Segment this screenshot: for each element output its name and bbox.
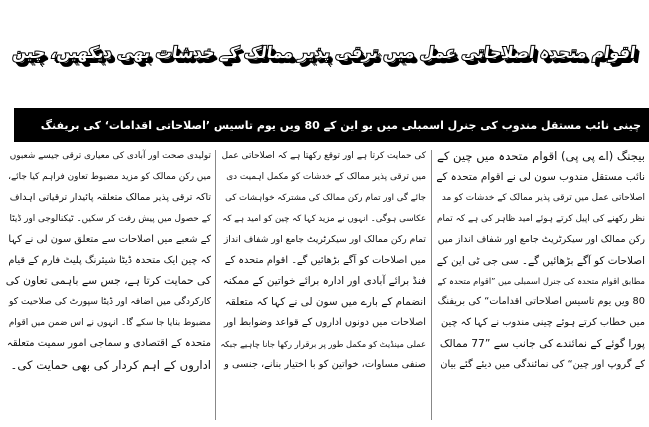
- article-line: عملی مینڈیٹ کو مکمل طور پر برقرار رکھا جانا چاہیے جبکہ: [220, 339, 426, 350]
- article-line: میں خطاب کرتے ہوئے چینی مندوب نے کہا کہ چین: [441, 317, 645, 329]
- article-line: میں اصلاحات کو آگے بڑھائیں گے۔ اقوام متحدہ کے: [224, 254, 426, 266]
- article-line: مضبوط بنایا جا سکے گا۔ انہوں نے اس ضمن میں اقوام: [8, 318, 211, 329]
- article-line: تاکہ ترقی پذیر ممالک متعلقہ پائیدار ترقیاتی اہداف: [9, 191, 211, 203]
- article-line: بیجنگ (اے پی پی) اقوام متحدہ میں چین کے: [437, 149, 645, 163]
- article-line: اصلاحات میں دونوں اداروں کے قواعد وضوابط اور: [223, 317, 426, 329]
- article-line: متحدہ کے اقتصادی و سماجی امور سمیت متعلقہ: [6, 338, 211, 350]
- article-line: کے حصول میں پیش رفت کر سکیں۔ ٹیکنالوجی اور ڈیٹا: [9, 213, 211, 224]
- article-line: مطابق اقوام متحدہ کی جنرل اسمبلی میں ”اقوام متحدہ کے: [437, 276, 645, 287]
- article-line: رکن ممالک اور سیکرٹریٹ جامع اور شفاف انداز میں: [437, 233, 645, 245]
- article-line: جائے گی اور تمام رکن ممالک کی مشترکہ خواہشات کی: [225, 192, 426, 203]
- article-line: تولیدی صحت اور آبادی کی معیاری ترقی جیسے شعبوں: [9, 151, 211, 161]
- headline: اقوام متحدہ اصلاحاتی عمل میں ترقی پذیر ممالک کے خدشات بھی دیکھیں، چین: [11, 42, 638, 62]
- article-line: عکاسی ہوگی۔ انہوں نے مزید کہا کہ چین کو امید ہے کہ: [222, 213, 426, 224]
- article-line: کارکردگی میں اضافہ اور ڈیٹا سپورٹ کی صلاحیت کو: [8, 296, 211, 308]
- article-column-1: [436, 146, 645, 427]
- article-line: انضمام کے بارے میں سون لی نے کہا کہ متعلقہ: [224, 296, 426, 309]
- article-line: تمام رکن ممالک اور سیکرٹریٹ جامع اور شفاف انداز: [223, 233, 426, 245]
- banner-corner: [0, 108, 14, 142]
- article-line: کے گروپ اور چین“ کی نمائندگی میں دیئے گئے بیان: [440, 359, 645, 371]
- article-line: صنفی مساوات، خواتین کو با اختیار بنانے، جنسی و: [224, 359, 426, 371]
- article-line: کہ چین ایک متحدہ ڈیٹا شیئرنگ پلیٹ فارم کے قیام: [8, 254, 211, 266]
- article-column-3: [6, 146, 211, 427]
- article-line: اداروں کے اہم کردار کی بھی حمایت کی۔: [10, 358, 211, 373]
- article-line: میں ترقی پذیر ممالک کے خدشات کو مکمل اہمیت دی: [226, 171, 426, 182]
- subheadline-banner: [14, 108, 649, 142]
- article-line: اصلاحات کو آگے بڑھائیں گے۔ سی جی ٹی این کے: [436, 254, 645, 267]
- article-line: میں رکن ممالک کو مزید مضبوط تعاون فراہم کیا جائے،: [8, 171, 211, 182]
- article-line: فنڈ برائے آبادی اور ادارہ برائے خواتین کے ممکنہ: [222, 275, 426, 288]
- article-line: پورا گوئے کے نمائندے کی جانب سے ”77 ممالک: [439, 337, 645, 351]
- article-line: کے شعبے میں اصلاحات سے متعلق سون لی نے کہا: [8, 233, 211, 245]
- article-line: 80 ویں یوم تاسیس اصلاحاتی اقدامات“ کی بریفنگ: [437, 296, 645, 308]
- article-body: [0, 146, 649, 427]
- subheadline: چینی نائب مستقل مندوب کی جنرل اسمبلی میں یو این کے 80 ویں یوم تاسیس ’اصلاحاتی اقدامات‘ کی بریفنگ: [40, 118, 641, 132]
- article-line: اصلاحاتی عمل میں ترقی پذیر ممالک کے خدشات کو مد: [441, 192, 645, 203]
- article-line: کی حمایت کرتا ہے، جس سے باہمی تعاون کی: [6, 274, 211, 288]
- article-line: نائب مستقل مندوب سون لی نے اقوام متحدہ کے: [436, 170, 645, 183]
- article-line: نظر رکھنے کی اپیل کرتے ہوئے امید ظاہر کی ہے کہ تمام: [436, 213, 645, 224]
- article-line: کی حمایت کرتا ہے اور توقع رکھتا ہے کہ اصلاحاتی عمل: [221, 151, 426, 161]
- article-column-2: [220, 146, 426, 427]
- headline-area: [0, 0, 649, 104]
